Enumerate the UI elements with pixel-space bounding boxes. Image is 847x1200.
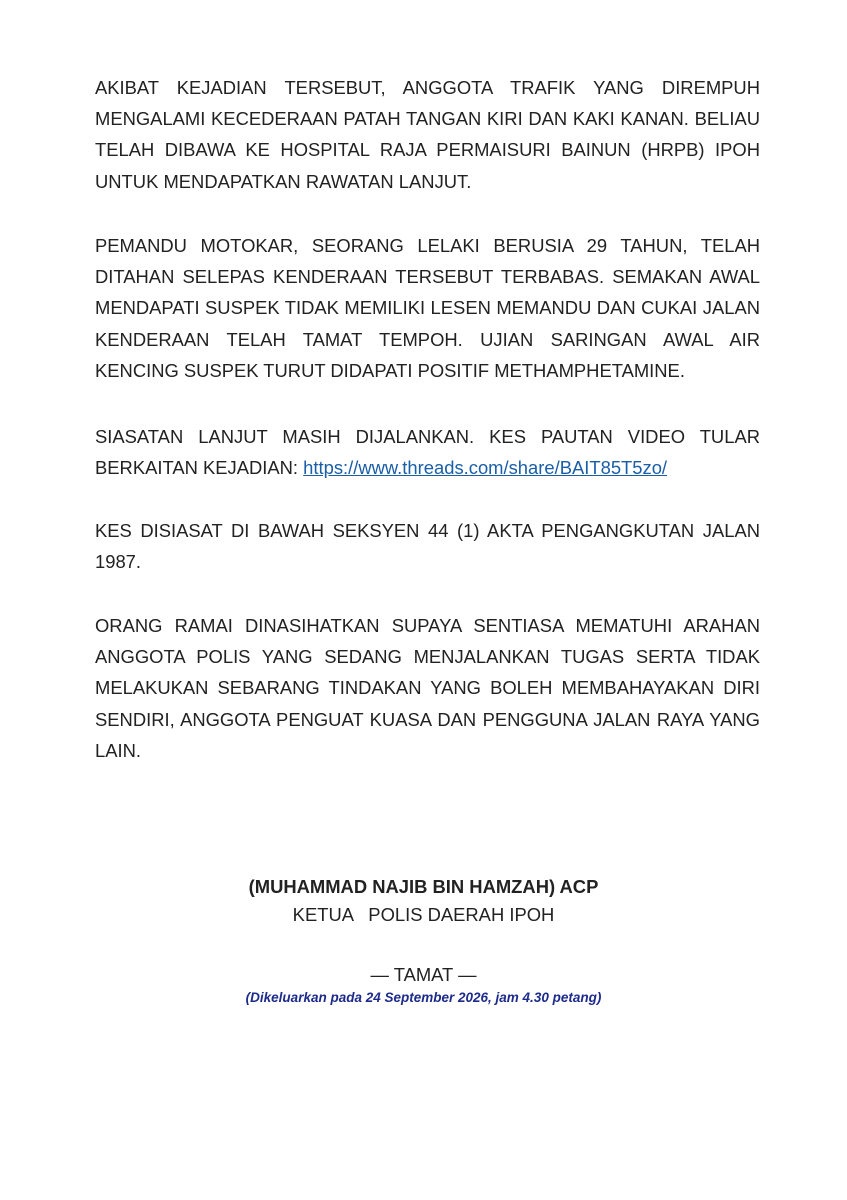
paragraph-public-advice: ORANG RAMAI DINASIHATKAN SUPAYA SENTIASA MEMATUHI ARAHAN ANGGOTA POLIS YANG SEDANG MENJALANKAN TUGAS SERTA TIDAK MELAKUKAN SEBARANG TINDAKAN YANG BOLEH MEMBAHAYAKAN DIRI SENDIRI, ANGGOTA PENGUAT KUASA DAN PENGGUNA JALAN RAYA YANG LAIN. — [95, 615, 760, 761]
signatory-name: (MUHAMMAD NAJIB BIN HAMZAH) ACP — [248, 876, 599, 897]
paragraph-legal-section: KES DISIASAT DI BAWAH SEKSYEN 44 (1) AKTA PENGANGKUTAN JALAN 1987. — [95, 520, 760, 573]
paragraph-driver-arrest: PEMANDU MOTOKAR, SEORANG LELAKI BERUSIA 29 TAHUN, TELAH DITAHAN SELEPAS KENDERAAN TERSEBUT TERBABAS. SEMAKAN AWAL MENDAPATI SUSPEK TIDAK MEMILIKI LESEN MEMANDU DAN CUKAI JALAN KENDERAAN TELAH TAMAT TEMPOH. UJIAN SARINGAN AWAL AIR KENCING SUSPEK TURUT DIDAPATI POSITIF METHAMPHETAMINE. — [95, 235, 760, 381]
signatory-title: KETUA POLIS DAERAH IPOH — [292, 904, 555, 925]
viral-video-link[interactable]: https://www.threads.com/share/BAIT85T5zo/ — [303, 457, 668, 479]
end-marker: — TAMAT — — [370, 964, 477, 985]
paragraph-injury: AKIBAT KEJADIAN TERSEBUT, ANGGOTA TRAFIK YANG DIREMPUH MENGALAMI KECEDERAAN PATAH TANGAN KIRI DAN KAKI KANAN. BELIAU TELAH DIBAWA KE HOSPITAL RAJA PERMAISURI BAINUN (HRPB) IPOH UNTUK MENDAPATKAN RAWATAN LANJUT. — [95, 77, 760, 192]
issue-date-note: (Dikeluarkan pada 24 September 2026, jam 4.30 petang) — [245, 990, 602, 1005]
investigation-text: SIASATAN LANJUT MASIH DIJALANKAN. KES PAUTAN VIDEO TULAR BERKAITAN KEJADIAN: — [95, 426, 760, 479]
paragraph-investigation — [95, 421, 760, 483]
